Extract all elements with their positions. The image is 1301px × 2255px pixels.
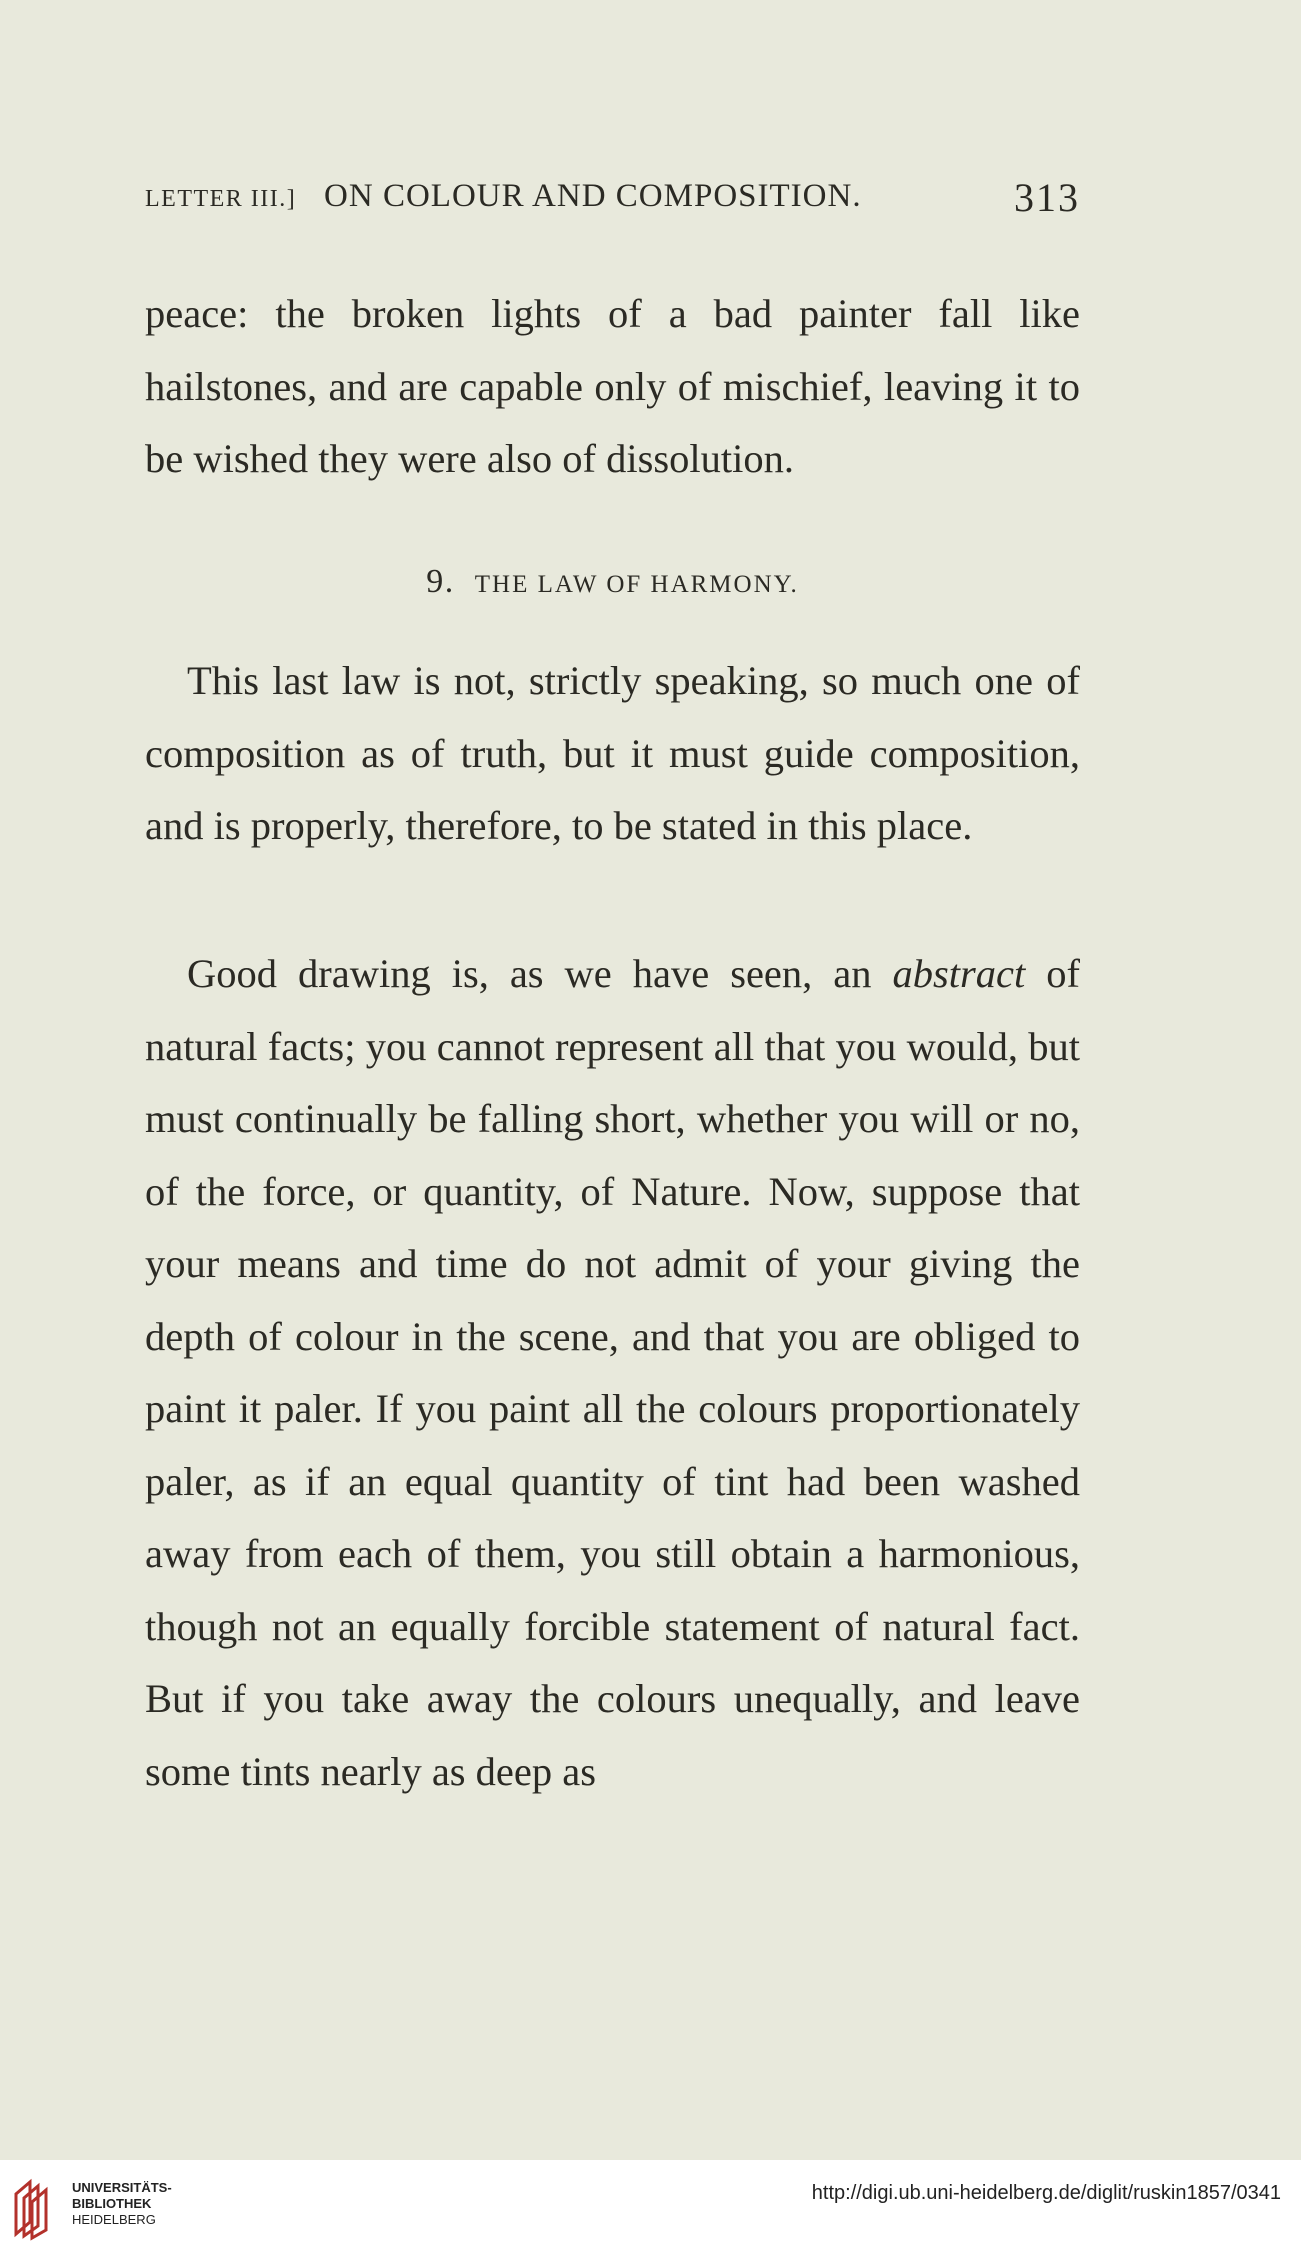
library-name-line2: BIBLIOTHEK: [72, 2196, 152, 2211]
paragraph-text-start: Good drawing is, as we have seen, an: [187, 951, 893, 996]
library-name-line3: HEIDELBERG: [72, 2212, 156, 2227]
page-number: 313: [1014, 175, 1080, 220]
running-head-letter: LETTER III.]: [145, 186, 297, 212]
running-head-title: [145, 178, 862, 215]
source-url-link[interactable]: http://digi.ub.uni-heidelberg.de/diglit/ruskin1857/0341: [811, 2182, 1281, 2204]
paragraph-continuation: [145, 278, 1080, 496]
paragraph-text: [145, 938, 1080, 1808]
university-library-logo-icon: [10, 2172, 60, 2242]
running-head: [145, 175, 1080, 228]
section-title: THE LAW OF HARMONY.: [474, 571, 799, 598]
running-head-chapter: ON COLOUR AND COMPOSITION.: [324, 178, 862, 214]
section-number: 9.: [426, 563, 455, 600]
paragraph-text-end: of natural facts; you cannot represent all that you would, but must continually be falling short, whether you will or no, of the force, or quantity, of Nature. Now, suppose that your means and time do not admit of your giving the depth of colour in the scene, and that you are obliged to paint it paler. If you paint all the colours proportionately paler, as if an equal quantity of tint had been washed away from each of them, you still obtain a harmonious, though not an equally forcible statement of natural fact. But if you take away the colours unequally, and leave some tints nearly as deep as: [145, 951, 1080, 1794]
emphasis-abstract: abstract: [892, 951, 1026, 996]
digitization-footer: [0, 2160, 1301, 2255]
section-heading: [145, 563, 1080, 601]
paragraph-text: peace: the broken lights of a bad painter fall like hailstones, and are capable only of mischief, leaving it to be wished they were also of dissolution.: [145, 291, 1080, 481]
paragraph-text: This last law is not, strictly speaking, so much one of composition as of truth, but it must guide composition, and is properly, therefore, to be stated in this place.: [145, 658, 1080, 848]
library-name-line1: UNIVERSITÄTS-: [72, 2180, 172, 2195]
library-name: [72, 2180, 172, 2228]
paragraph-law-of-harmony: [145, 645, 1080, 863]
paragraph-good-drawing: [145, 938, 1080, 1808]
